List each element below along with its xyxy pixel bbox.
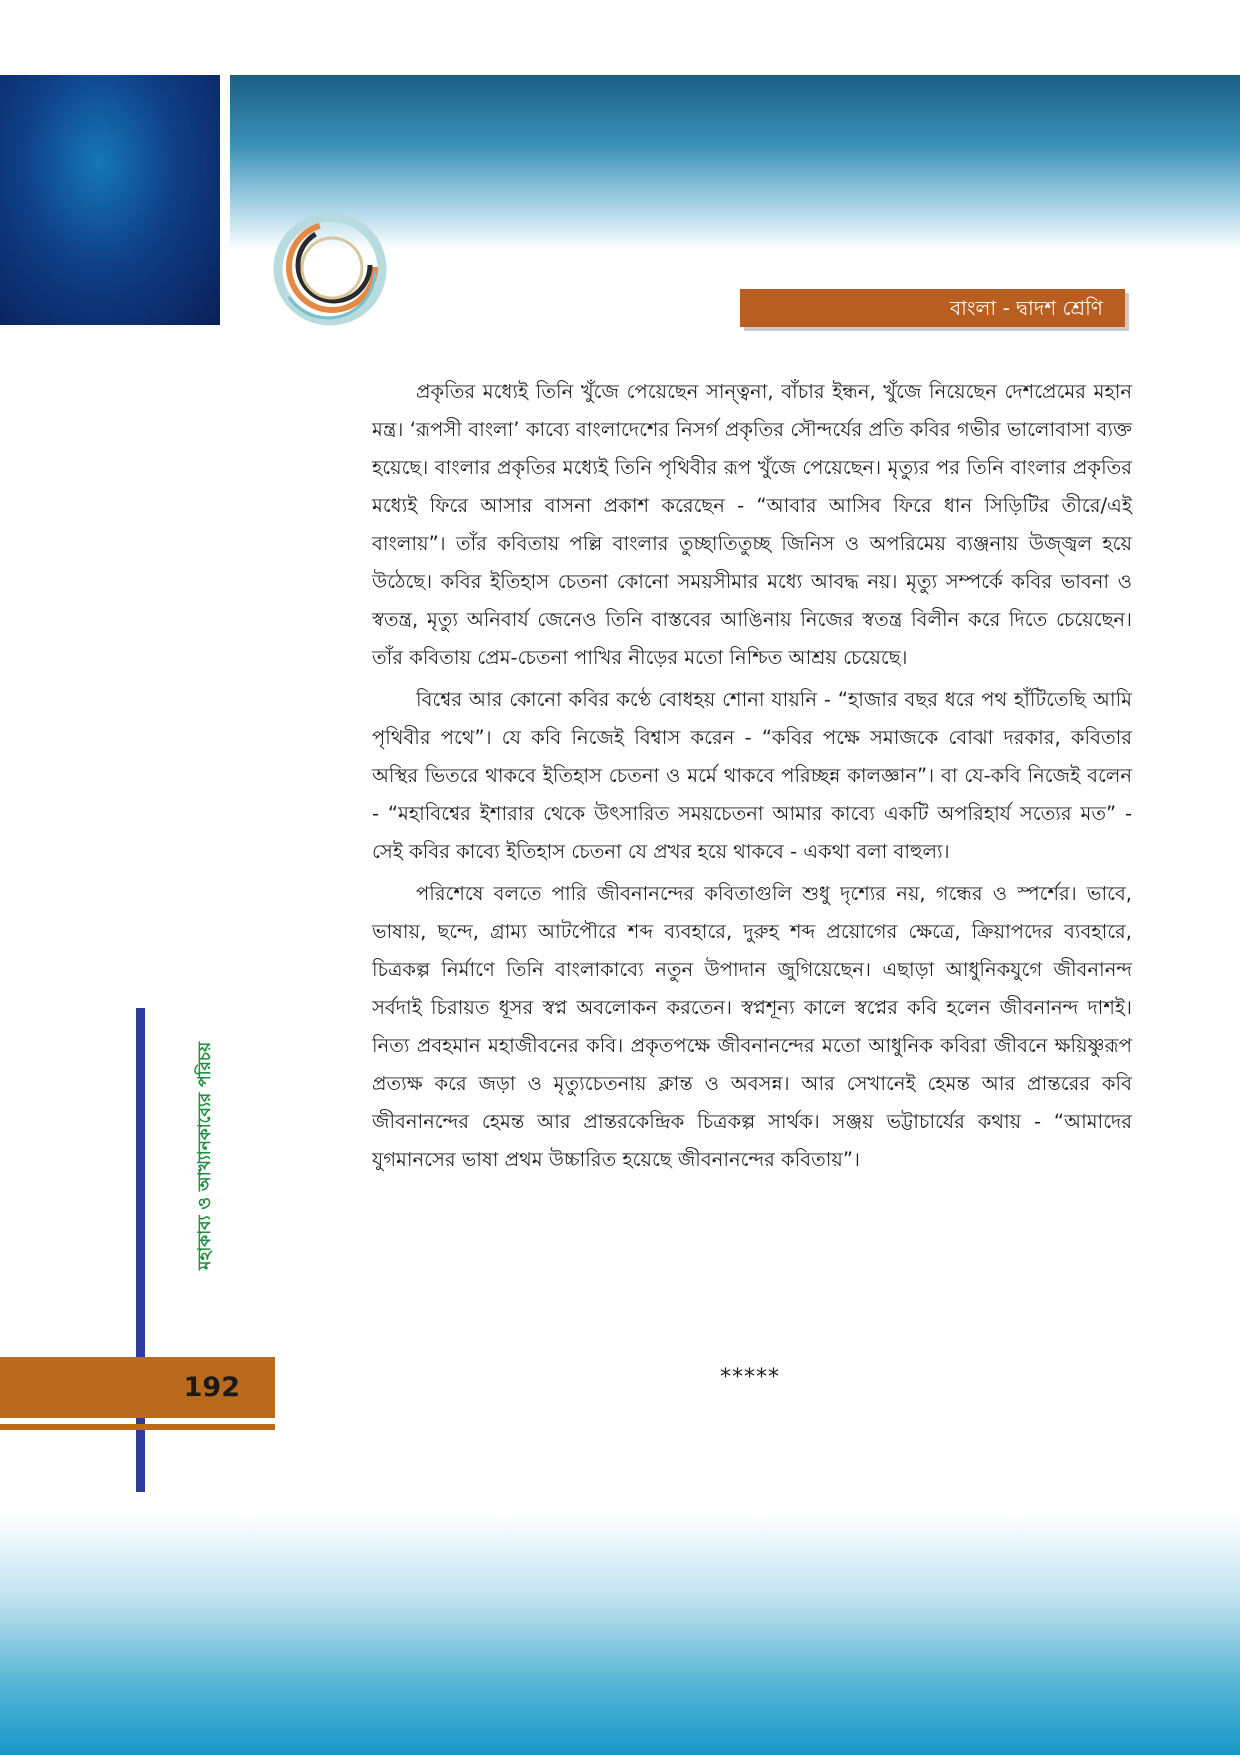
paragraph-3: পরিশেষে বলতে পারি জীবনানন্দের কবিতাগুলি শুধু দৃশ্যের নয়, গন্ধের ও স্পর্শের। ভাবে, ভাষায়, ছন্দে, গ্রাম্য আটপৌরে শব্দ ব্যবহারে, দুরুহ শব্দ প্রয়োগের ক্ষেত্রে, ক্রিয়াপদের ব্যবহারে, চিত্রকল্প নির্মাণে তিনি বাংলাকাব্যে নতুন উপাদান জুগিয়েছেন। এছাড়া আধুনিকযুগে জীবনানন্দ সর্বদাই চিরায়ত ধূসর স্বপ্ন অবলোকন করতেন। স্বপ্নশূন্য কালে স্বপ্নের কবি হলেন জীবনানন্দ দাশই। নিত্য প্রবহমান মহাজীবনের কবি। প্রকৃতপক্ষে জীবনানন্দের মতো আধুনিক কবিরা জীবনে ক্ষয়িষ্ণুরূপ প্রত্যক্ষ করে জড়া ও মৃত্যুচেতনায় ক্লান্ত ও অবসন্ন। আর সেখানেই হেমন্ত আর প্রান্তরের কবি জীবনানন্দের হেমন্ত আর প্রান্তরকেন্দ্রিক চিত্রকল্প সার্থক। সঞ্জয় ভট্টাচার্যের কথায় - “আমাদের যুগমানসের ভাষা প্রথম উচ্চারিত হয়েছে জীবনানন্দের কবিতায়”। [372,882,1132,1171]
main-text [372,373,1132,1183]
page-number-block [0,1357,275,1418]
page-number: 192 [183,1372,240,1403]
section-separator: ***** [720,1365,780,1390]
page-number-underline [0,1424,275,1430]
header-dark-block [0,75,220,325]
paragraph-2: বিশ্বের আর কোনো কবির কণ্ঠে বোধহয় শোনা যায়নি - “হাজার বছর ধরে পথ হাঁটিতেছি আমি পৃথিবীর পথে”। যে কবি নিজেই বিশ্বাস করেন - “কবির পক্ষে সমাজকে বোঝা দরকার, কবিতার অস্থির ভিতরে থাকবে ইতিহাস চেতনা ও মর্মে থাকবে পরিচ্ছন্ন কালজ্ঞান”। বা যে-কবি নিজেই বলেন - “মহাবিশ্বের ইশারার থেকে উৎসারিত সময়চেতনা আমার কাব্যে একটি অপরিহার্য সত্যের মত” - সেই কবির কাব্যে ইতিহাস চেতনা যে প্রখর হয়ে থাকবে - একথা বলা বাহুল্য। [372,688,1132,863]
decorative-circles-logo [262,205,412,335]
subject-class-tag: বাংলা - দ্বাদশ শ্রেণি [740,289,1125,327]
footer-gradient-band [0,1515,1240,1755]
paragraph-1: প্রকৃতির মধ্যেই তিনি খুঁজে পেয়েছেন সান্ত্বনা, বাঁচার ইন্ধন, খুঁজে নিয়েছেন দেশপ্রেমের মহান মন্ত্র। ‘রূপসী বাংলা’ কাব্যে বাংলাদেশের নিসর্গ প্রকৃতির সৌন্দর্যের প্রতি কবির গভীর ভালোবাসা ব্যক্ত হয়েছে। বাংলার প্রকৃতির মধ্যেই তিনি পৃথিবীর রূপ খুঁজে পেয়েছেন। মৃত্যুর পর তিনি বাংলার প্রকৃতির মধ্যেই ফিরে আসার বাসনা প্রকাশ করেছেন - “আবার আসিব ফিরে ধান সিড়িটির তীরে/এই বাংলায়”। তাঁর কবিতায় পল্লি বাংলার তুচ্ছাতিতুচ্ছ জিনিস ও অপরিমেয় ব্যঞ্জনায় উজ্জ্বল হয়ে উঠেছে। কবির ইতিহাস চেতনা কোনো সময়সীমার মধ্যে আবদ্ধ নয়। মৃত্যু সম্পর্কে কবির ভাবনা ও স্বতন্ত্র, মৃত্যু অনিবার্য জেনেও তিনি বাস্তবের আঙিনায় নিজের স্বতন্ত্র বিলীন করে দিতে চেয়েছেন। তাঁর কবিতায় প্রেম-চেতনা পাখির নীড়ের মতো নিশ্চিত আশ্রয় চেয়েছে। [372,380,1132,669]
chapter-title-vertical: মহাকাব্য ও আখ্যানকাব্যের পরিচয় [195,1041,215,1270]
sidebar-vertical-bar [136,1008,145,1492]
